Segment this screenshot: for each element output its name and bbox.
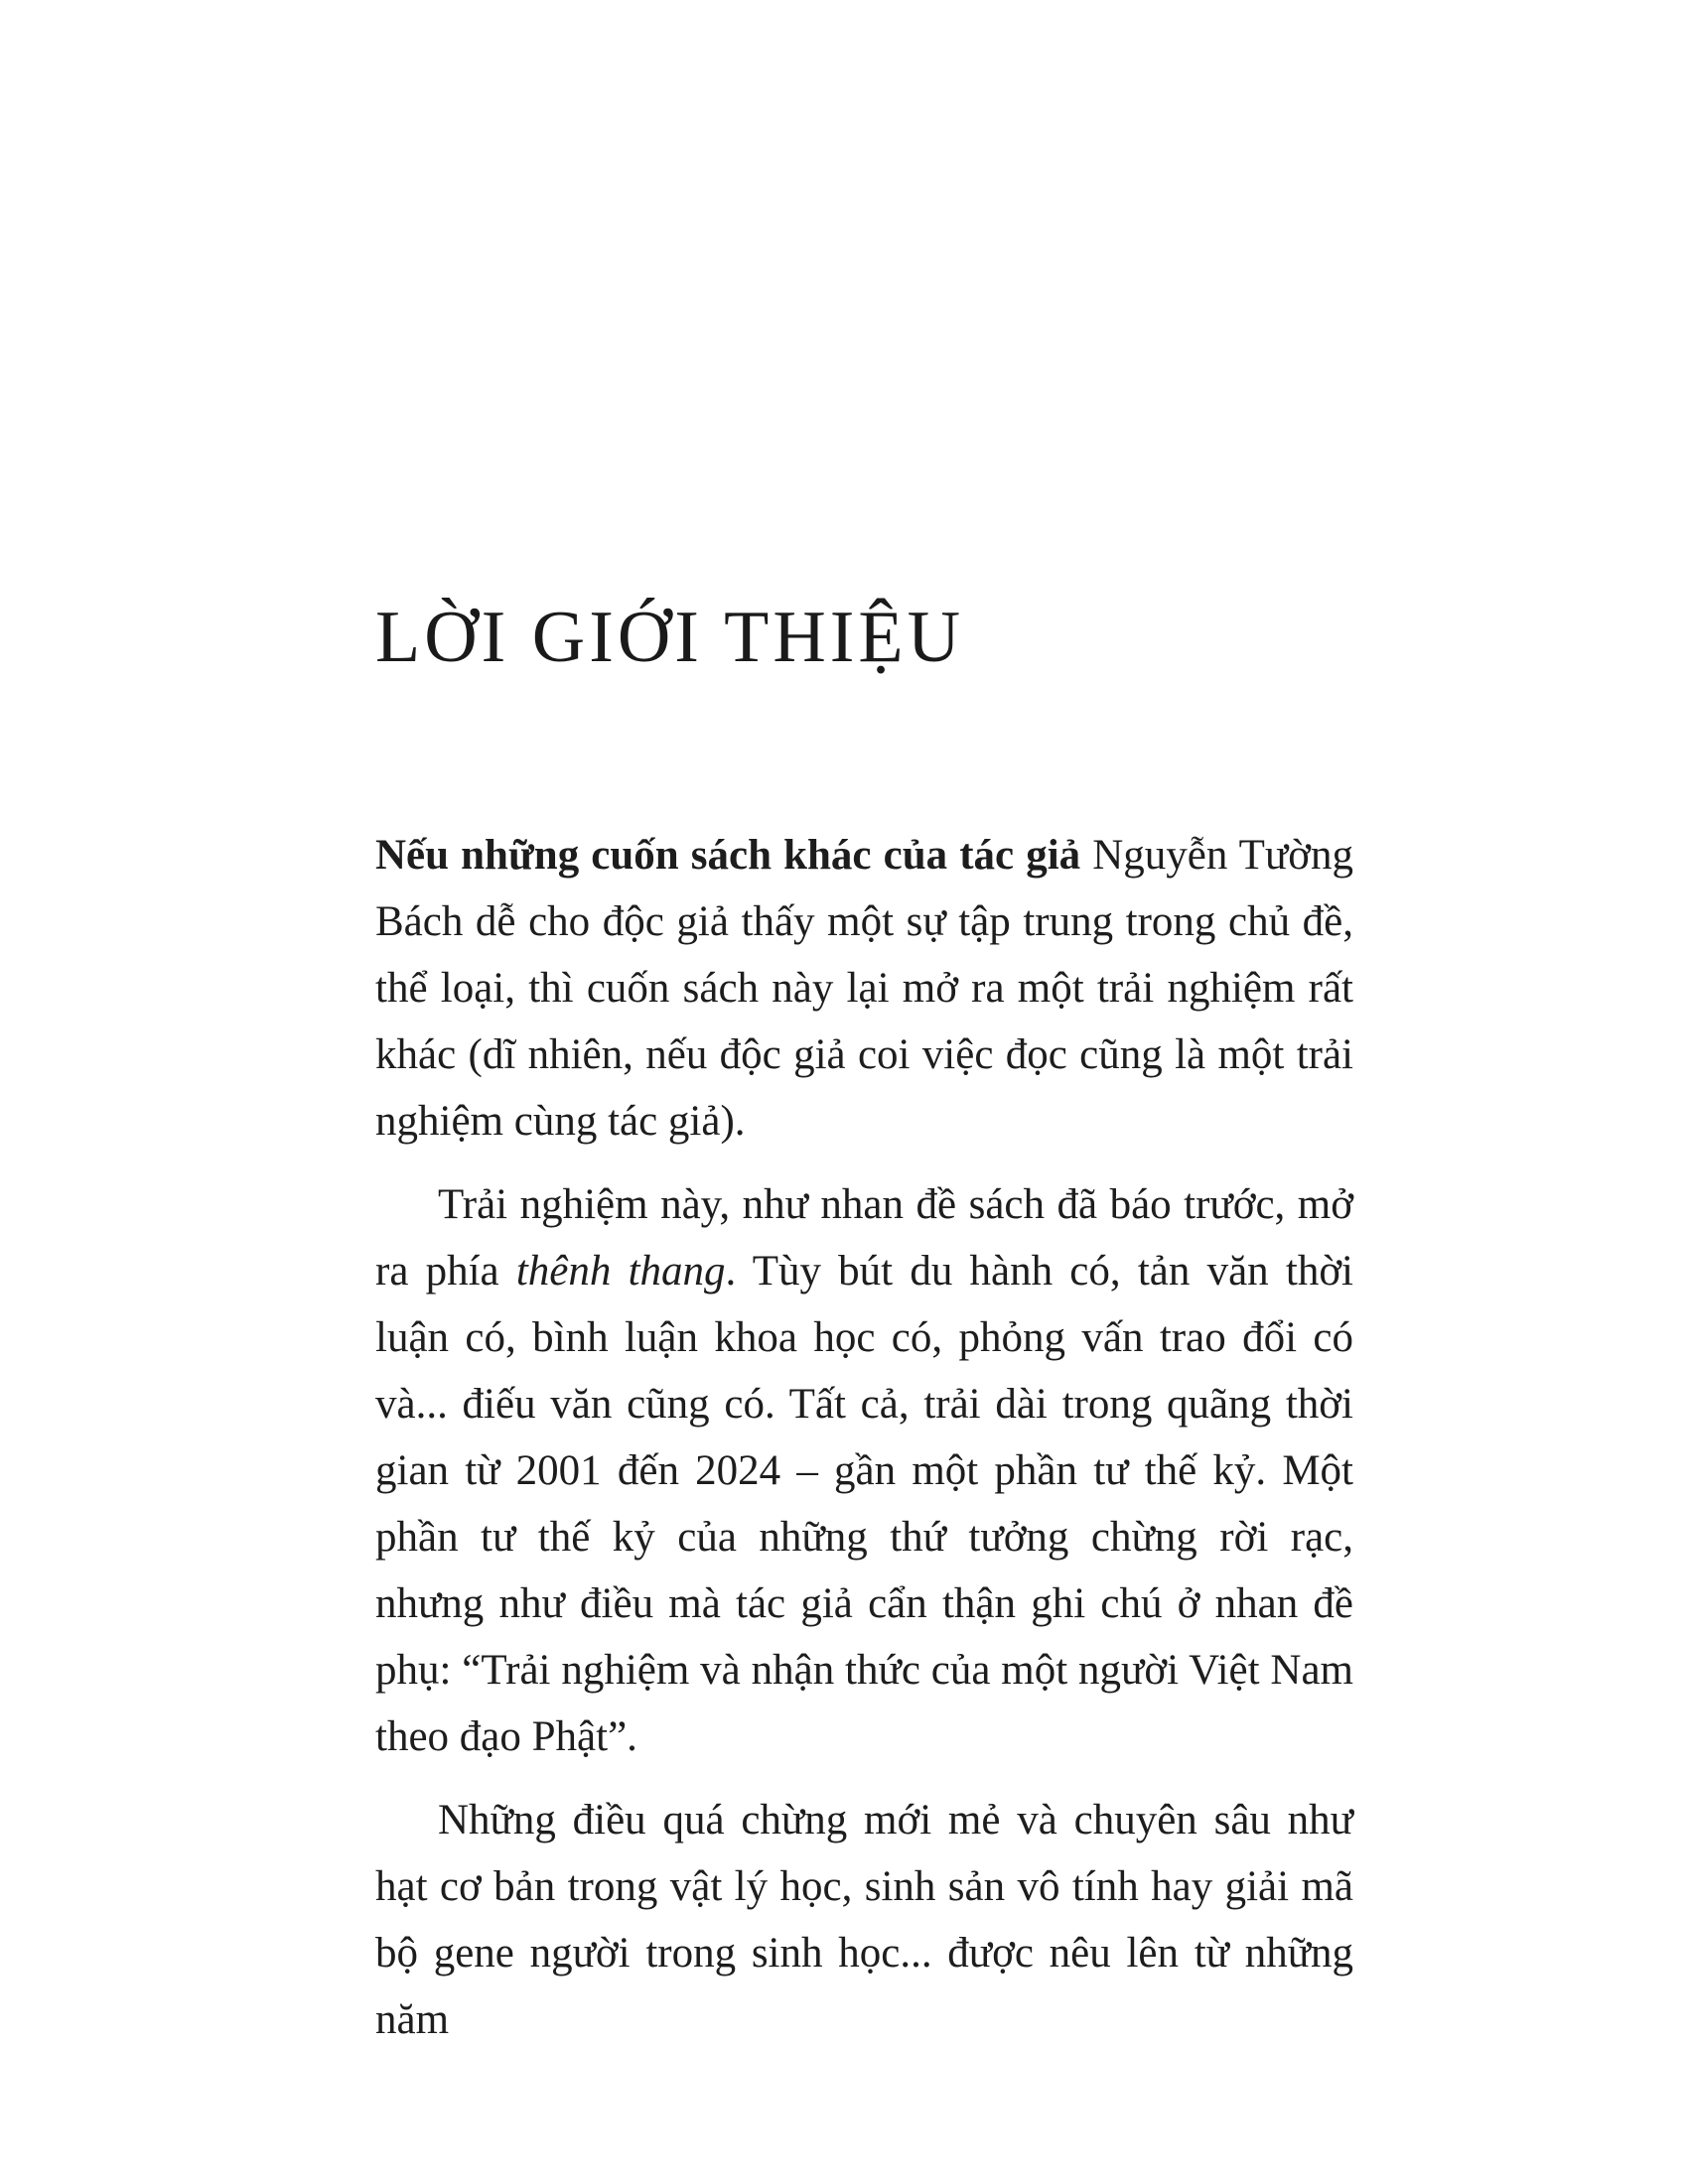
paragraph-3 xyxy=(375,1787,1353,2053)
body-text xyxy=(375,822,1353,2053)
paragraph-1-bold-lead: Nếu những cuốn sách khác của tác giả xyxy=(375,831,1081,879)
text-column xyxy=(375,0,1353,2070)
text-segment: Trải nghiệm này, như nhan đề sách đã báo trước, mở ra phía xyxy=(375,1180,1353,1295)
text-segment: . Tùy bút du hành có, tản văn thời luận có, bình luận khoa học có, phỏng vấn trao đổi có và... điếu văn cũng có. Tất cả, trải dài trong quãng thời gian từ 2001 đến 2024 – gần một phần tư thế kỷ. Một phần tư thế kỷ của những thứ tưởng chừng rời rạc, nhưng như điều mà tác giả cẩn thận ghi chú ở nhan đề phụ: “Trải nghiệm và nhận thức của một người Việt Nam theo đạo Phật”. xyxy=(375,1247,1354,1760)
text-segment: Những điều quá chừng mới mẻ và chuyên sâu như hạt cơ bản trong vật lý học, sinh sản vô tính hay giải mã bộ gene người trong sinh học... được nêu lên từ những năm xyxy=(375,1796,1353,2043)
text-segment: Nguyễn Tường Bách dễ cho độc giả thấy một sự tập trung trong chủ đề, thể loại, thì cuốn sách này lại mở ra một trải nghiệm rất khác (dĩ nhiên, nếu độc giả coi việc đọc cũng là một trải nghiệm cùng tác giả). xyxy=(375,831,1353,1145)
paragraph-2 xyxy=(375,1171,1353,1770)
chapter-title: LỜI GIỚI THIỆU xyxy=(375,597,965,678)
paragraph-1 xyxy=(375,822,1353,1155)
italic-phrase: thênh thang xyxy=(515,1247,726,1295)
